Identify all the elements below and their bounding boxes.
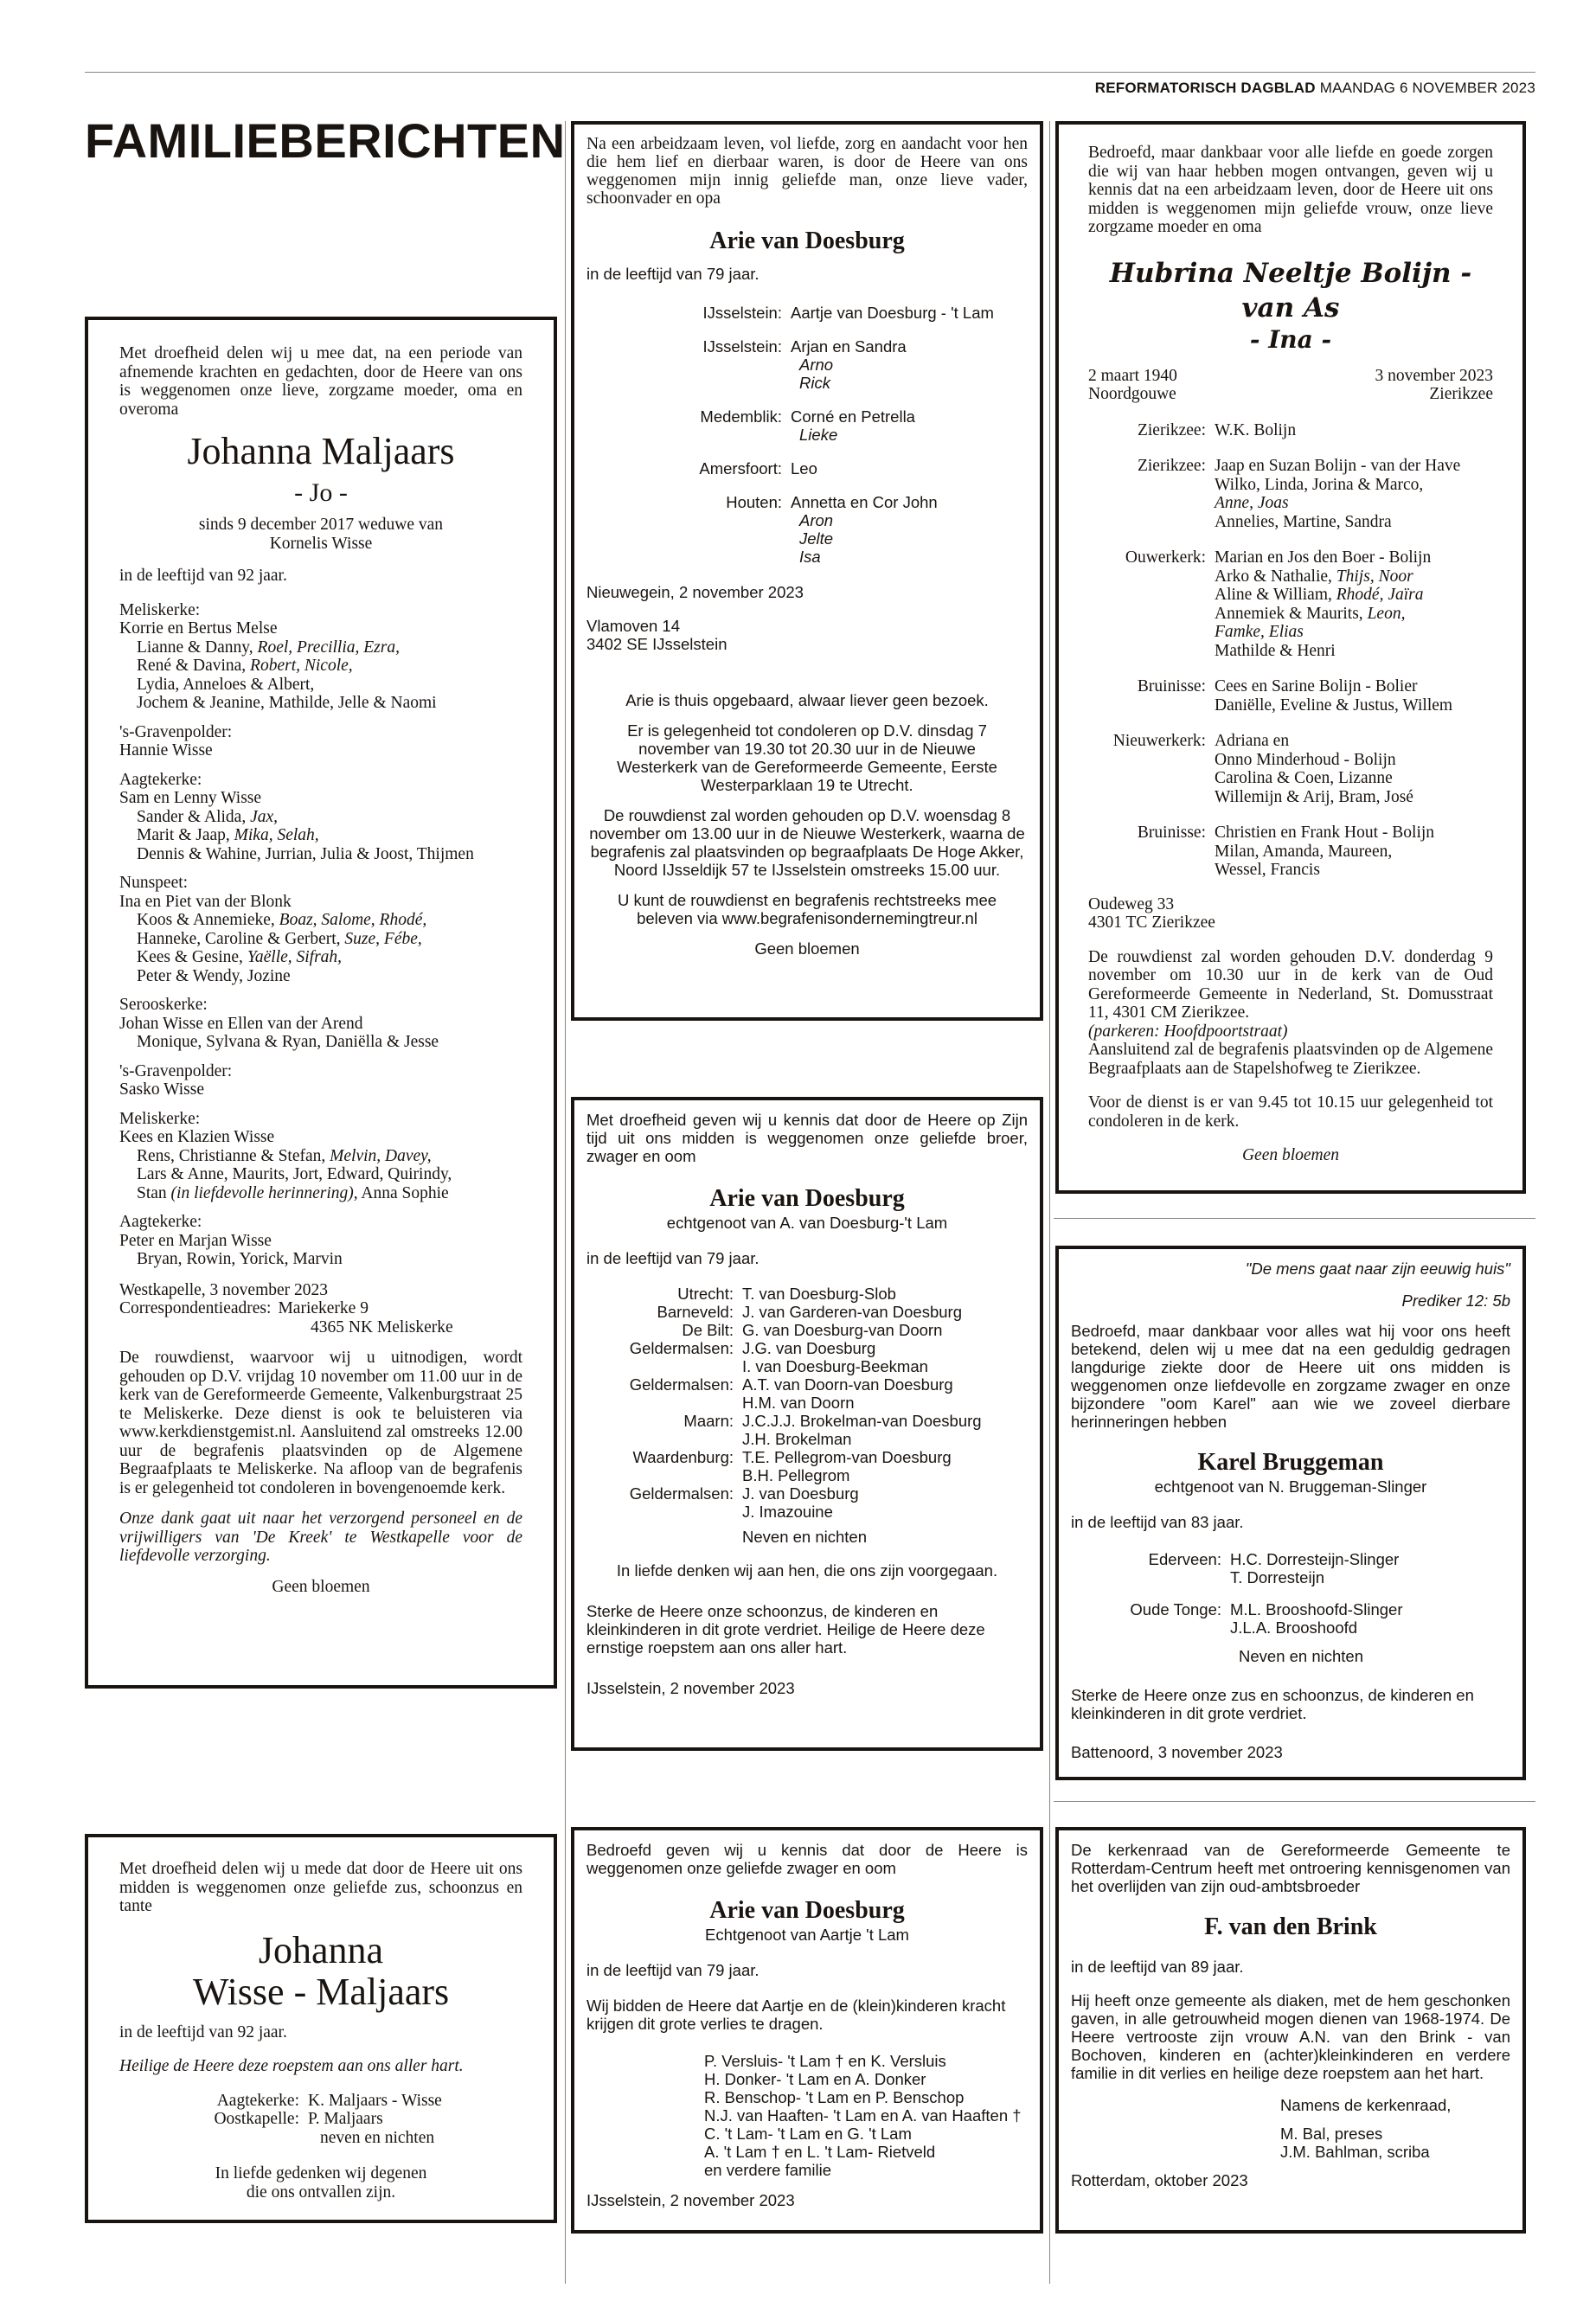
age-line: in de leeftijd van 83 jaar. (1071, 1513, 1244, 1531)
family-place: Nunspeet: (119, 874, 189, 892)
notice-karel-bruggeman (1055, 1246, 1526, 1780)
relative-row (586, 1303, 1028, 1321)
family-place: 's-Gravenpolder: (119, 722, 233, 741)
birth-date: 2 maart 1940 (1088, 366, 1177, 385)
service-text: De rouwdienst zal worden gehouden D.V. donderdag 9 november om 10.30 uur in de kerk van de Oud Gereformeerde Gemeente in Nederland, St. Domusstraat 11, 4301 CM Zierikzee. (1088, 947, 1493, 1022)
relative-place: Ouwerkerk: (1125, 548, 1206, 567)
relative-line: Wessel, Francis (1215, 861, 1320, 879)
no-flowers: Geen bloemen (1241, 1146, 1340, 1164)
tribute-text: Hij heeft onze gemeente als diaken, met de hem geschonken gaven, in alle getrouwheid mogen dienen van 1968-1974. De Heere vertrooste zijn vrouw A.N. van den Brink - van Bochoven, kinderen en (achter)kleinkinderen en verdere familie in dit verlies en heilige deze roepstem aan het hart. (1071, 1991, 1510, 2082)
deceased-name: F. van den Brink (1204, 1913, 1377, 1940)
relative-line: M.L. Brooshoofd-Slinger (1230, 1600, 1403, 1618)
death-date: 3 november 2023 (1375, 366, 1493, 385)
signature-line: M. Bal, preses (1280, 2125, 1383, 2143)
relative-line: R. Benschop- 't Lam en P. Benschop (704, 2088, 965, 2106)
relative-place: De Bilt: (682, 1321, 734, 1339)
relatives-list (586, 2052, 1028, 2179)
family-line: Bryan, Rowin, Yorick, Marvin (137, 1250, 343, 1268)
relative-line: Onno Minderhoud - Bolijn (1215, 750, 1396, 769)
relative-line: Jaap en Suzan Bolijn - van der Have (1215, 457, 1461, 475)
grandchild-name: Rick (799, 374, 830, 392)
bible-reference: Prediker 12: 5b (1401, 1292, 1510, 1310)
burial-text: Aansluitend zal de begrafenis plaatsvinden op de Algemene Begraafplaats aan de Stapelshofweg te Zierikzee. (1088, 1041, 1493, 1078)
address-line: 4301 TC Zierikzee (1088, 913, 1215, 932)
prayer-line: Heilige de Heere deze roepstem aan ons aller hart. (119, 2057, 464, 2075)
relative-place: Maarn: (683, 1412, 734, 1430)
notice-arie-van-doesburg-siblings (571, 1097, 1043, 1751)
relative-line: en verdere familie (704, 2161, 832, 2179)
family-line: Jochem & Jeanine, Mathilde, Jelle & Naomi (137, 694, 437, 712)
age-line: in de leeftijd van 92 jaar. (119, 2022, 287, 2041)
family-line: Dennis & Wahine, Jurrian, Julia & Joost, Thijmen (137, 844, 474, 863)
family-line (119, 1147, 522, 1166)
relative-place (586, 1528, 742, 1546)
name-text: , Anna Sophie (353, 1183, 449, 1202)
memory-line: In liefde denken wij aan hen, die ons zijn voorgegaan. (616, 1561, 998, 1580)
family-place: Aagtekerke: (119, 1213, 202, 1231)
notice-intro: Na een arbeidzaam leven, vol liefde, zorg en aandacht voor hen die hem lief en dierbaar waren, is door de Heere van ons weggenomen mijn innig geliefde man, onze lieve vader, schoonvader en opa (586, 135, 1028, 208)
relative-name: P. Maljaars (308, 2110, 383, 2128)
name-italic: Mika, Selah, (234, 826, 319, 844)
spouse-line: echtgenoot van A. van Doesburg-'t Lam (666, 1214, 948, 1232)
death-place: Zierikzee (1429, 385, 1493, 403)
name-italic: Robert, Nicole, (250, 657, 353, 675)
relative-row (586, 493, 1028, 566)
service-text: De rouwdienst, waarvoor wij u uitnodigen, wordt gehouden op D.V. vrijdag 10 november om 11.00 uur in de kerk van de Gereformeerde Gemeente, Valkenburgstraat 25 te Meliskerke. Deze dienst is ook te beluisteren via www.kerkdienstgemist.nl. Aansluitend zal omstreeks 12.00 uur de begrafenis plaatsvinden op de Algemene Begraafplaats te Meliskerke. Na afloop van de begrafenis is er gelegenheid tot condoleren in bovengenoemde kerk. (119, 1349, 522, 1497)
grandchild-name: Arno (799, 356, 834, 374)
name-italic: Suze, Fébe, (344, 929, 422, 948)
relative-row (586, 1412, 1028, 1430)
relative-line (1215, 605, 1431, 624)
family-place: Serooskerke: (119, 996, 208, 1014)
relative-row (586, 337, 1028, 392)
notice-johanna-maljaars (85, 317, 557, 1689)
address-line: Oudeweg 33 (1088, 894, 1175, 913)
relative-row (586, 407, 1028, 444)
deceased-name: Arie van Doesburg (709, 1185, 905, 1212)
family-line (119, 930, 522, 949)
name-text: Sander & Alida, (137, 807, 251, 826)
family-head: Hannie Wisse (119, 741, 213, 760)
family-line (119, 826, 522, 845)
relative-row (1088, 421, 1493, 440)
relative-name: J. van Doesburg (742, 1484, 859, 1503)
relative-row (586, 1321, 1028, 1339)
relative-row (1088, 548, 1493, 660)
relative-place: IJsselstein: (702, 337, 782, 356)
relative-name: Arjan en Sandra (791, 337, 907, 356)
no-flowers: Geen bloemen (754, 939, 860, 958)
notice-johanna-wisse-maljaars (85, 1834, 557, 2223)
family-head: Ina en Piet van der Blonk (119, 892, 292, 911)
family-place: 's-Gravenpolder: (119, 1061, 233, 1080)
strength-text: Sterke de Heere onze schoonzus, de kinderen en kleinkinderen in dit grote verdriet. Heilige de Heere deze ernstige roepstem aan ons aller hart. (586, 1602, 985, 1657)
stream-text: U kunt de rouwdienst en begrafenis rechtstreeks mee beleven via www.begrafenisondernemingtreur.nl (617, 891, 997, 927)
name-text: Hanneke, Caroline & Gerbert, (137, 929, 345, 948)
deceased-nickname: - Jo - (294, 478, 348, 507)
name-italic: Melvin, Davey, (330, 1146, 432, 1165)
parking-note: (parkeren: Hoofdpoortstraat) (1088, 1022, 1288, 1041)
top-rule (85, 72, 1535, 73)
name-text: Koos & Annemieke, (137, 911, 279, 929)
family-place: Meliskerke: (119, 1109, 201, 1128)
address-line: Vlamoven 14 (586, 617, 680, 635)
deceased-name: Johanna Maljaars (187, 430, 455, 472)
family-line (119, 638, 522, 657)
relative-name: I. van Doesburg-Beekman (742, 1357, 928, 1375)
relative-place: Ederveen: (1148, 1550, 1221, 1568)
thanks-text: Onze dank gaat uit naar het verzorgend personeel en de vrijwilligers van 'De Kreek' te Westkapelle voor de liefdevolle verzorging. (119, 1509, 522, 1565)
age-line: in de leeftijd van 79 jaar. (586, 1249, 760, 1267)
relative-name: T.E. Pellegrom-van Doesburg (742, 1448, 952, 1466)
relative-place: Oude Tonge: (1130, 1600, 1221, 1618)
signature-line: Namens de kerkenraad, (1280, 2096, 1452, 2114)
spouse-line: echtgenoot van N. Bruggeman-Slinger (1154, 1477, 1427, 1496)
name-text: Aline & William, (1215, 586, 1336, 604)
column-separator-right-2 (1054, 1801, 1535, 1802)
family-group (119, 771, 522, 864)
age-line: in de leeftijd van 89 jaar. (1071, 1958, 1244, 1976)
correspondence-street: Mariekerke 9 (278, 1299, 369, 1317)
column-rule-2 (1049, 121, 1050, 2284)
place-date: Rotterdam, oktober 2023 (1071, 2171, 1248, 2189)
family-head: Sasko Wisse (119, 1080, 204, 1099)
relative-line: W.K. Bolijn (1215, 420, 1297, 439)
relative-place: Nieuwerkerk: (1112, 732, 1206, 750)
relative-line: C. 't Lam- 't Lam en G. 't Lam (704, 2125, 912, 2143)
relative-row (586, 1430, 1028, 1448)
relative-place: Utrecht: (677, 1285, 734, 1303)
family-group (119, 723, 522, 760)
relative-line: Cees en Sarine Bolijn - Bolier (1215, 677, 1418, 695)
relative-line: Carolina & Coen, Lizanne (1215, 769, 1393, 787)
grandchild-name: Lieke (799, 426, 838, 444)
name-italic: Roel, Precillia, Ezra, (257, 638, 400, 657)
correspondence-label: Correspondentieadres: (119, 1299, 272, 1317)
relative-line: J.L.A. Brooshoofd (1230, 1618, 1358, 1637)
deceased-nickname: - Ina - (1249, 324, 1332, 354)
relative-row (586, 1357, 1028, 1375)
relative-row (586, 1503, 1028, 1521)
name-text: Lianne & Danny, (137, 638, 258, 657)
relative-name: Corné en Petrella (791, 407, 915, 426)
relative-line: A. 't Lam † en L. 't Lam- Rietveld (704, 2143, 936, 2161)
family-place: Aagtekerke: (119, 770, 202, 789)
relative-line: N.J. van Haaften- 't Lam en A. van Haaften † (704, 2106, 1022, 2125)
relative-row (119, 2110, 522, 2129)
deceased-last-name: Wisse - Maljaars (192, 1970, 450, 2013)
relative-line (1215, 567, 1431, 586)
name-italic: Jax, (250, 807, 279, 826)
relative-row (119, 2092, 522, 2111)
relative-name: J.G. van Doesburg (742, 1339, 876, 1357)
prayer-text: Wij bidden de Heere dat Aartje en de (klein)kinderen kracht krijgen dit grote verlies te dragen. (586, 1997, 1006, 2033)
relative-row (1088, 824, 1493, 880)
relative-line: Milan, Amanda, Maureen, (1215, 842, 1393, 861)
birth-place: Noordgouwe (1088, 385, 1176, 403)
relative-place: Houten: (726, 493, 782, 511)
relative-name: Annetta en Cor John (791, 493, 938, 511)
family-head: Peter en Marjan Wisse (119, 1231, 272, 1250)
name-text: Kees & Gesine, (137, 948, 247, 966)
notice-intro: Met droefheid delen wij u mede dat door de Heere uit ons midden is weggenomen onze geliefde zus, schoonzus en tante (119, 1860, 522, 1915)
family-head: Korrie en Bertus Melse (119, 619, 278, 638)
grandchild-name: Jelte (799, 529, 834, 548)
relative-place: Medemblik: (700, 407, 782, 426)
name-text: Arko & Nathalie, (1215, 567, 1336, 586)
bible-quote: "De mens gaat naar zijn eeuwig huis" (1245, 1259, 1510, 1278)
relative-name: J.H. Brokelman (742, 1430, 852, 1448)
relative-name: H.M. van Doorn (742, 1394, 855, 1412)
issue-date: MAANDAG 6 NOVEMBER 2023 (1319, 80, 1535, 96)
relative-line: H.C. Dorresteijn-Slinger (1230, 1550, 1400, 1568)
family-line: Lydia, Anneloes & Albert, (137, 675, 315, 694)
place-date: Nieuwegein, 2 november 2023 (586, 583, 804, 601)
age-line: in de leeftijd van 79 jaar. (586, 265, 760, 283)
place-date: Battenoord, 3 november 2023 (1071, 1743, 1283, 1761)
notice-arie-van-doesburg-family (571, 121, 1043, 1021)
birth-block (1088, 367, 1177, 404)
no-flowers: Geen bloemen (272, 1577, 370, 1596)
relative-name: K. Maljaars - Wisse (308, 2091, 442, 2110)
notice-intro: Met droefheid delen wij u mee dat, na een periode van afnemende krachten en gedachten, door de Heere van ons is weggenomen onze lieve, zorgzame moeder, oma en overoma (119, 344, 522, 419)
family-line (119, 948, 522, 967)
relative-place (586, 1430, 742, 1448)
relative-name: J. Imazouine (742, 1503, 833, 1521)
notice-hubrina-bolijn-van-as (1055, 121, 1526, 1194)
family-line (119, 911, 522, 930)
relative-name: G. van Doesburg-van Doorn (742, 1321, 943, 1339)
relative-place: Waardenburg: (632, 1448, 734, 1466)
family-group (119, 601, 522, 713)
relative-line: Christien en Frank Hout - Bolijn (1215, 824, 1435, 842)
relative-row (586, 1375, 1028, 1394)
family-line: Peter & Wendy, Jozine (137, 966, 291, 985)
relative-line: Mathilde & Henri (1215, 641, 1336, 660)
family-line (119, 1184, 522, 1203)
relative-place: Barneveld: (657, 1303, 734, 1321)
widow-name: Kornelis Wisse (269, 534, 373, 553)
spouse-line: Echtgenoot van Aartje 't Lam (705, 1926, 909, 1944)
relative-place (586, 1394, 742, 1412)
relative-name: A.T. van Doorn-van Doesburg (742, 1375, 953, 1394)
relative-place: Bruinisse: (1137, 824, 1206, 842)
name-italic: (in liefdevolle herinnering) (170, 1183, 354, 1202)
relative-row (586, 459, 1028, 478)
relative-place: Bruinisse: (1137, 677, 1206, 695)
place-date: IJsselstein, 2 november 2023 (586, 2191, 795, 2209)
family-group (119, 1062, 522, 1099)
relative-place (586, 1357, 742, 1375)
viewing-text: Arie is thuis opgebaard, alwaar liever geen bezoek. (625, 691, 989, 709)
relative-row (586, 1394, 1028, 1412)
newspaper-name: REFORMATORISCH DAGBLAD (1094, 80, 1316, 96)
name-italic: Leon, (1367, 604, 1406, 623)
family-head: Sam en Lenny Wisse (119, 789, 262, 807)
relative-name: J. van Garderen-van Doesburg (742, 1303, 962, 1321)
relative-place: Amersfoort: (699, 459, 782, 478)
place-date: Westkapelle, 3 november 2023 (119, 1280, 329, 1299)
age-line: in de leeftijd van 79 jaar. (586, 1961, 760, 1979)
relative-place: Geldermalsen: (629, 1375, 734, 1394)
notice-intro: Bedroefd, maar dankbaar voor alles wat hij voor ons heeft betekend, delen wij u mee dat na een geduldig gedragen langdurige ziekte door de Heere uit ons midden is weggenomen onze liefdevolle en zorgzame zwager en onze bijzondere "oom Karel" aan wie we zoveel dierbare herinneringen hebben (1071, 1322, 1510, 1431)
relative-place: Geldermalsen: (629, 1484, 734, 1503)
notice-intro: Bedroefd geven wij u kennis dat door de Heere is weggenomen onze geliefde zwager en oom (586, 1841, 1028, 1877)
name-italic: Rhodé, Jaïra (1336, 586, 1424, 604)
relative-row (586, 1285, 1028, 1303)
closing-line: die ons ontvallen zijn. (246, 2182, 396, 2202)
deceased-name: Arie van Doesburg (709, 228, 905, 254)
relative-place: Oostkapelle: (214, 2110, 299, 2128)
relatives-list (586, 1285, 1028, 1546)
relative-place (586, 1466, 742, 1484)
relative-place (586, 1503, 742, 1521)
relative-name: Leo (791, 459, 817, 478)
relative-extra: Neven en nichten (1239, 1647, 1363, 1665)
relative-place: Zierikzee: (1137, 420, 1206, 439)
relative-name: Aartje van Doesburg - 't Lam (791, 304, 994, 322)
relative-row (1088, 457, 1493, 531)
name-text: Marit & Jaap, (137, 826, 234, 844)
relative-place: Geldermalsen: (629, 1339, 734, 1357)
death-block (1375, 367, 1493, 404)
family-line: Monique, Sylvana & Ryan, Daniëlla & Jesse (137, 1033, 439, 1051)
section-title: FAMILIEBERICHTEN (85, 113, 566, 168)
service-text: De rouwdienst zal worden gehouden op D.V. woensdag 8 november om 13.00 uur in de Nieuwe Westerkerk, waarna de begrafenis zal plaatsvinden op begraafplaats De Hoge Akker, Noord IJsseldijk 57 te IJsselstein omstreeks 15.00 uur. (589, 806, 1025, 879)
relative-line: Adriana en (1215, 732, 1290, 750)
relative-line: Anne, Joas (1215, 494, 1289, 512)
notice-intro: De kerkenraad van de Gereformeerde Gemeente te Rotterdam-Centrum heeft met ontroering kennisgenomen van het overlijden van zijn oud-ambtsbroeder (1071, 1841, 1510, 1895)
widow-line: sinds 9 december 2017 weduwe van (198, 516, 444, 534)
relative-place: IJsselstein: (702, 304, 782, 322)
relative-line: P. Versluis- 't Lam † en K. Versluis (704, 2052, 946, 2070)
relative-row (586, 1466, 1028, 1484)
relative-line: Famke, Elias (1215, 623, 1304, 641)
family-line (119, 657, 522, 676)
family-place: Meliskerke: (119, 600, 201, 619)
place-date: IJsselstein, 2 november 2023 (586, 1679, 795, 1697)
name-text: René & Davina, (137, 657, 251, 675)
family-group (119, 996, 522, 1052)
family-line (119, 808, 522, 827)
relative-row (586, 1484, 1028, 1503)
address-line: 3402 SE IJsselstein (586, 635, 727, 653)
notice-intro: Bedroefd, maar dankbaar voor alle liefde en goede zorgen die wij van haar hebben mogen ontvangen, geven wij u kennis dat na een arbeidzaam leven, door de Heere uit ons midden is weggenomen mijn geliefde vrouw, onze lieve zorgzame moeder en oma (1088, 144, 1493, 236)
relative-line (1215, 586, 1431, 605)
dates-row (1088, 367, 1493, 404)
notice-f-van-den-brink (1055, 1827, 1526, 2234)
condolence-text: Voor de dienst is er van 9.45 tot 10.15 uur gelegenheid tot condoleren in de kerk. (1088, 1093, 1493, 1131)
relative-place: Zierikzee: (1137, 457, 1206, 475)
correspondence-city: 4365 NK Meliskerke (311, 1317, 453, 1336)
notice-intro: Met droefheid geven wij u kennis dat door de Heere op Zijn tijd uit ons midden is weggenomen onze geliefde broer, zwager en oom (586, 1111, 1028, 1165)
masthead (1095, 80, 1535, 97)
relative-line: Annelies, Martine, Sandra (1215, 512, 1392, 531)
relative-extra: neven en nichten (320, 2128, 435, 2147)
family-head: Johan Wisse en Ellen van der Arend (119, 1014, 363, 1033)
condolence-text: Er is gelegenheid tot condoleren op D.V. dinsdag 7 november van 19.30 tot 20.30 uur in de Nieuwe Westerkerk van de Gereformeerde Gemeente, Eerste Westerparklaan 19 te Utrecht. (617, 721, 997, 794)
name-text: Stan (137, 1183, 171, 1202)
grandchild-name: Aron (799, 511, 834, 529)
closing-line: In liefde gedenken wij degenen (215, 2164, 427, 2182)
relative-line: H. Donker- 't Lam en A. Donker (704, 2070, 926, 2088)
family-head: Kees en Klazien Wisse (119, 1128, 275, 1146)
name-text: Annemiek & Maurits, (1215, 604, 1368, 623)
family-group (119, 1213, 522, 1269)
relative-name: Neven en nichten (742, 1528, 867, 1546)
relative-row (1088, 732, 1493, 806)
signature-line: J.M. Bahlman, scriba (1280, 2143, 1430, 2161)
relative-row (586, 1528, 1028, 1546)
relative-name: B.H. Pellegrom (742, 1466, 850, 1484)
family-group (119, 1110, 522, 1203)
relative-row (1071, 1550, 1510, 1586)
relative-line: T. Dorresteijn (1230, 1568, 1324, 1586)
name-italic: Yaëlle, Sifrah, (247, 948, 343, 966)
family-group (119, 874, 522, 985)
deceased-name: Karel Bruggeman (1197, 1449, 1384, 1476)
grandchild-name: Isa (799, 548, 821, 566)
relative-place: Aagtekerke: (216, 2091, 299, 2110)
deceased-name: Arie van Doesburg (709, 1897, 905, 1924)
relative-row (1088, 677, 1493, 715)
relative-line: Willemijn & Arij, Bram, José (1215, 787, 1413, 806)
relative-row (1071, 1600, 1510, 1637)
name-italic: Thijs, Noor (1336, 567, 1413, 586)
relative-row (586, 304, 1028, 322)
strength-text: Sterke de Heere onze zus en schoonzus, de kinderen en kleinkinderen in dit grote verdriet. (1071, 1686, 1474, 1722)
notice-arie-van-doesburg-in-laws (571, 1827, 1043, 2234)
family-line: Lars & Anne, Maurits, Jort, Edward, Quirindy, (137, 1165, 452, 1183)
relative-name: T. van Doesburg-Slob (742, 1285, 896, 1303)
relative-name: J.C.J.J. Brokelman-van Doesburg (742, 1412, 982, 1430)
relative-row (586, 1339, 1028, 1357)
deceased-name: Hubrina Neeltje Bolijn - van As (1109, 257, 1472, 324)
relative-line: Wilko, Linda, Jorina & Marco, (1215, 475, 1424, 494)
age-line: in de leeftijd van 92 jaar. (119, 567, 287, 585)
relative-line: Marian en Jos den Boer - Bolijn (1215, 548, 1432, 567)
correspondence-address (119, 1299, 522, 1318)
relative-line: Daniëlle, Eveline & Justus, Willem (1215, 695, 1453, 715)
name-italic: Boaz, Salome, Rhodé, (279, 911, 427, 929)
deceased-first-name: Johanna (258, 1928, 384, 1971)
column-separator-right-1 (1054, 1218, 1535, 1219)
name-text: Rens, Christianne & Stefan, (137, 1146, 330, 1165)
relative-row (586, 1448, 1028, 1466)
column-rule-1 (565, 121, 566, 2284)
